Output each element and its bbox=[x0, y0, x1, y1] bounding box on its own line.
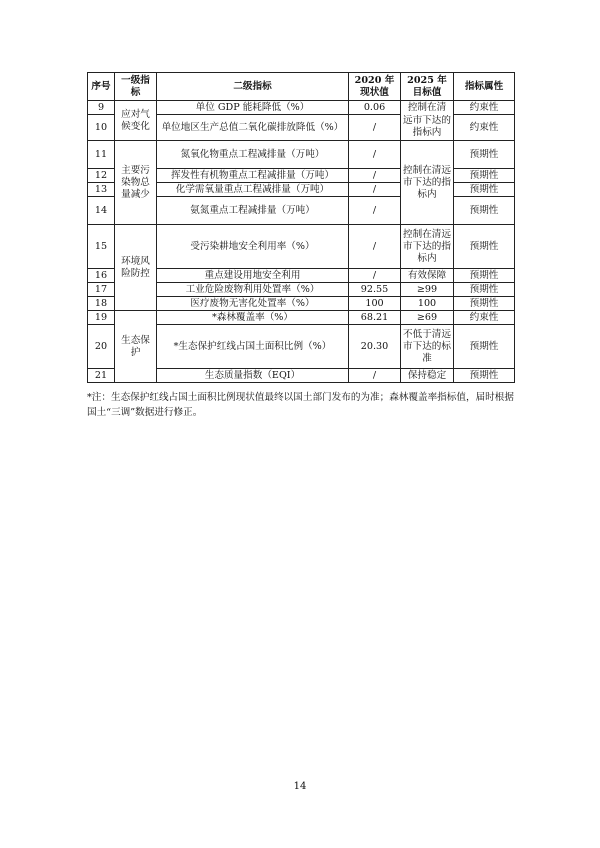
row-current: / bbox=[349, 369, 401, 383]
row-attr: 预期性 bbox=[454, 269, 515, 283]
row-seq: 11 bbox=[88, 141, 115, 169]
row-attr: 预期性 bbox=[454, 283, 515, 297]
row-indicator: 挥发性有机物重点工程减排量（万吨） bbox=[157, 169, 349, 183]
row-seq: 14 bbox=[88, 197, 115, 225]
table-row bbox=[88, 101, 515, 115]
row-target: 有效保障 bbox=[401, 269, 454, 283]
row-target: ≥99 bbox=[401, 283, 454, 297]
row-indicator: 氨氮重点工程减排量（万吨） bbox=[157, 197, 349, 225]
table-row bbox=[88, 311, 515, 325]
row-seq: 12 bbox=[88, 169, 115, 183]
row-seq: 15 bbox=[88, 225, 115, 269]
row-indicator: *生态保护红线占国土面积比例（%） bbox=[157, 325, 349, 369]
row-seq: 13 bbox=[88, 183, 115, 197]
header-target: 2025 年目标值 bbox=[401, 73, 454, 101]
row-current: / bbox=[349, 225, 401, 269]
row-target: 控制在清 bbox=[401, 101, 454, 115]
row-indicator: 受污染耕地安全利用率（%） bbox=[157, 225, 349, 269]
header-level2: 二级指标 bbox=[157, 73, 349, 101]
indicator-table bbox=[87, 72, 515, 383]
row-attr: 预期性 bbox=[454, 169, 515, 183]
row-seq: 16 bbox=[88, 269, 115, 283]
row-seq: 17 bbox=[88, 283, 115, 297]
row-current: / bbox=[349, 115, 401, 141]
row-current: / bbox=[349, 197, 401, 225]
row-seq: 18 bbox=[88, 297, 115, 311]
table-row bbox=[88, 141, 515, 169]
row-indicator: 氮氧化物重点工程减排量（万吨） bbox=[157, 141, 349, 169]
row-current: 68.21 bbox=[349, 311, 401, 325]
row-current: / bbox=[349, 169, 401, 183]
group-eco: 生态保护 bbox=[115, 311, 157, 383]
table-footnote: *注：生态保护红线占国土面积比例现状值最终以国土部门发布的为准；森林覆盖率指标值，届时根据国土“三调”数据进行修正。 bbox=[87, 392, 514, 418]
row-attr: 预期性 bbox=[454, 225, 515, 269]
row-indicator: 单位 GDP 能耗降低（%） bbox=[157, 101, 349, 115]
row-indicator: *森林覆盖率（%） bbox=[157, 311, 349, 325]
row-attr: 约束性 bbox=[454, 101, 515, 115]
row-target: 保持稳定 bbox=[401, 369, 454, 383]
row-attr: 预期性 bbox=[454, 141, 515, 169]
header-current: 2020 年现状值 bbox=[349, 73, 401, 101]
group-pollutant: 主要污染物总量减少 bbox=[115, 141, 157, 225]
row-current: 0.06 bbox=[349, 101, 401, 115]
row-target: 100 bbox=[401, 297, 454, 311]
row-indicator: 医疗废物无害化处置率（%） bbox=[157, 297, 349, 311]
row-indicator: 重点建设用地安全利用 bbox=[157, 269, 349, 283]
row-attr: 约束性 bbox=[454, 311, 515, 325]
row-seq: 9 bbox=[88, 101, 115, 115]
group-risk: 环境风险防控 bbox=[115, 225, 157, 311]
row-current: 92.55 bbox=[349, 283, 401, 297]
row-current: / bbox=[349, 141, 401, 169]
group-climate: 应对气候变化 bbox=[115, 101, 157, 141]
page-number: 14 bbox=[293, 781, 307, 792]
row-seq: 19 bbox=[88, 311, 115, 325]
row-target: 远市下达的指标内 bbox=[401, 115, 454, 141]
row-indicator: 生态质量指数（EQI） bbox=[157, 369, 349, 383]
row-target: 不低于清远市下达的标准 bbox=[401, 325, 454, 369]
header-attr: 指标属性 bbox=[454, 73, 515, 101]
row-attr: 预期性 bbox=[454, 183, 515, 197]
row-attr: 预期性 bbox=[454, 197, 515, 225]
row-current: / bbox=[349, 183, 401, 197]
row-target: 控制在清远市下达的指标内 bbox=[401, 225, 454, 269]
row-indicator: 工业危险废物利用处置率（%） bbox=[157, 283, 349, 297]
row-seq: 21 bbox=[88, 369, 115, 383]
row-attr: 预期性 bbox=[454, 369, 515, 383]
row-target: ≥69 bbox=[401, 311, 454, 325]
header-level1: 一级指标 bbox=[115, 73, 157, 101]
row-attr: 约束性 bbox=[454, 115, 515, 141]
row-current: / bbox=[349, 269, 401, 283]
row-seq: 10 bbox=[88, 115, 115, 141]
row-target: 控制在清远市下达的指标内 bbox=[401, 141, 454, 225]
header-seq: 序号 bbox=[88, 73, 115, 101]
row-current: 100 bbox=[349, 297, 401, 311]
table-header-row bbox=[88, 73, 515, 101]
row-seq: 20 bbox=[88, 325, 115, 369]
row-indicator: 化学需氧量重点工程减排量（万吨） bbox=[157, 183, 349, 197]
row-attr: 预期性 bbox=[454, 325, 515, 369]
row-attr: 预期性 bbox=[454, 297, 515, 311]
row-indicator: 单位地区生产总值二氧化碳排放降低（%） bbox=[157, 115, 349, 141]
row-current: 20.30 bbox=[349, 325, 401, 369]
table-row bbox=[88, 225, 515, 269]
